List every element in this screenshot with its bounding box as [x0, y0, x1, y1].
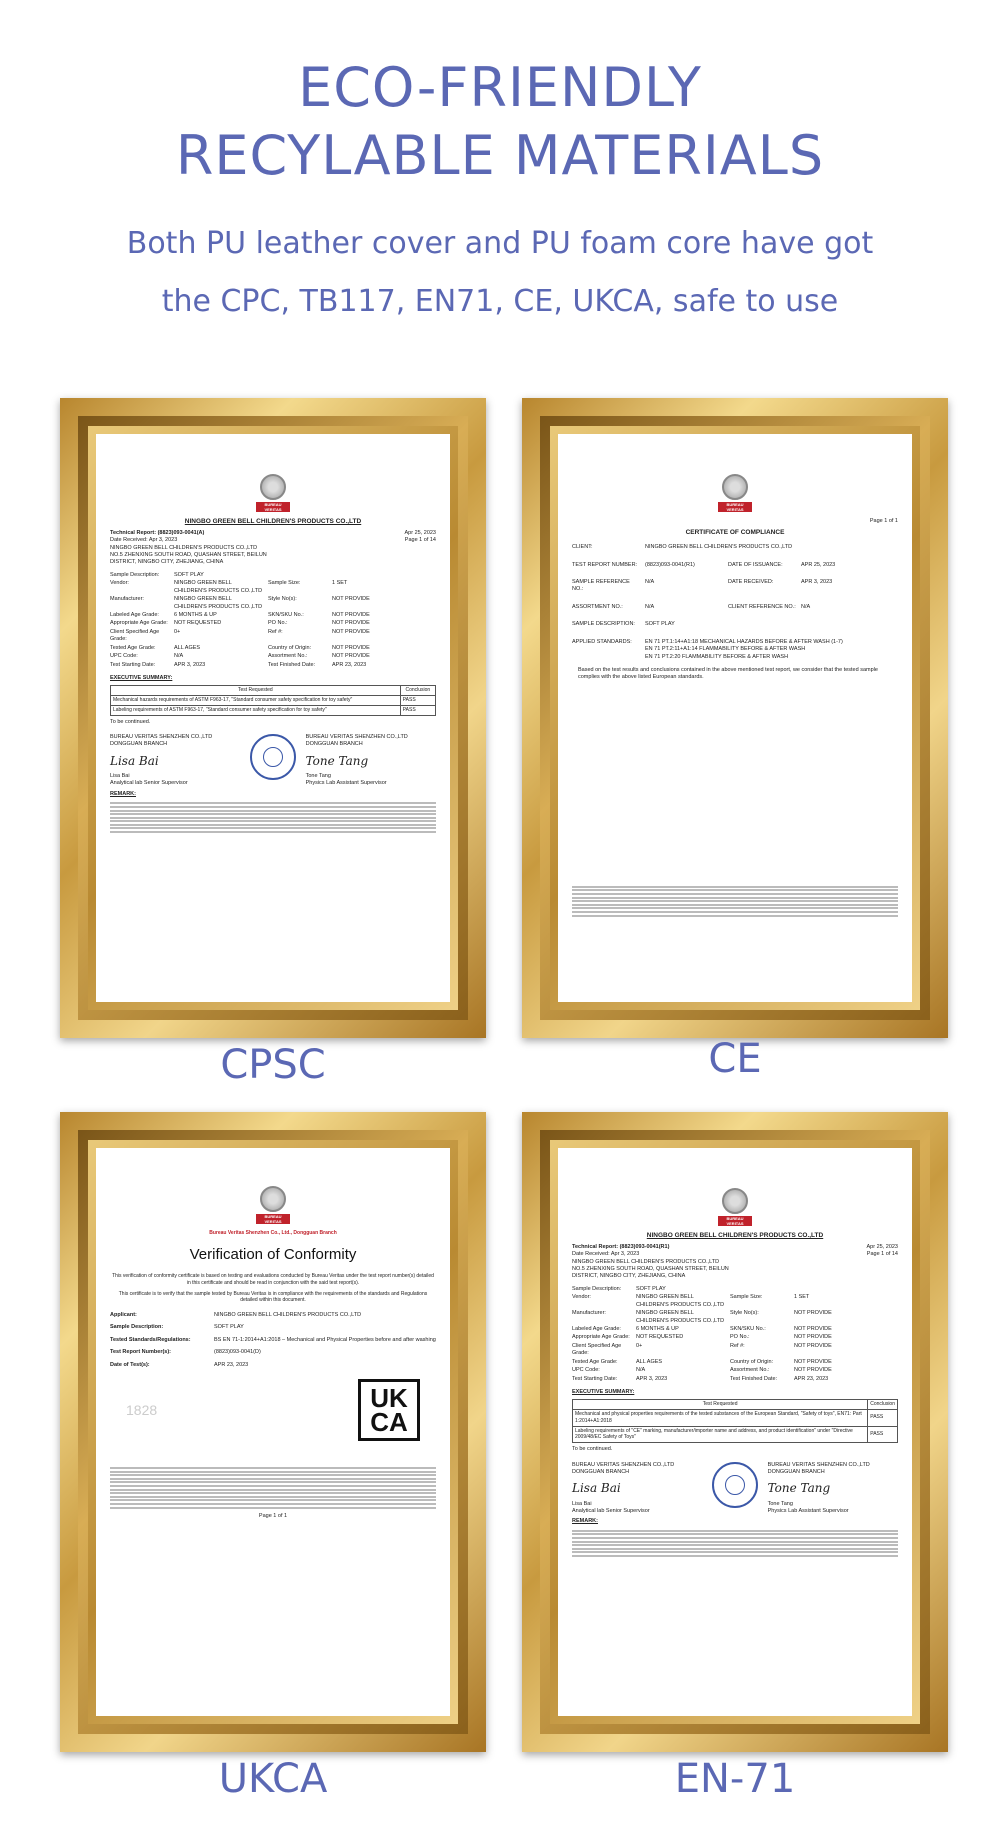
cpsc-certificate: BUREAU VERITAS NINGBO GREEN BELL CHILDREN'S PRODUCTS CO.,LTD Technical Report: (8823)093-0041(A) Apr 25, 2023 Date Received: Apr 3, 2023 Page 1 of 14 NINGBO GREEN BELL CHILDREN'S PRODUCTS CO.,LTD NO.5 ZHENXING SOUTH ROAD, QUASHAN STREET, BEILUN DISTRICT, NINGBO CITY, ZHEJIANG, CHINA Sample Description: SOFT PLAY Vendor: NINGBO GREEN BELL CHILDREN'S PRODUCTS CO.,LTD Sample Size: 1 SET Manufacturer: NINGBO GREEN BELL CHILDREN'S PRODUCTS CO.,LTD Style No(s): NOT PROVIDE Labeled Age Grade: 6 MONTHS & UP SKN/SKU No.: NOT PROVIDE Appropriate Age Grade: NOT REQUESTED PO No.: NOT PROVIDE Client Specified Age Grade: 0+ Ref #: NOT PROVIDE Tested Age Grade: ALL AGES Country of Origin: NOT PROVIDE UPC Code: N/A Assortment No.: NOT PROVIDE Test Starting Date: APR 3, 2023 Test Finished Date: APR 23, 2023 EXECUTIVE SUMMARY: Test Requested Conclusion Mechanical hazards requirements of ASTM F963-17, "Standard consumer safety specification for toy safety" PASS Labeling requirements of ASTM F963-17, "Standard consumer safety specification for toy safety" PASS To be continued. BUREAU VERITAS SHENZHEN CO.,LTD DONGGUAN BRANCH Lisa Bai Lisa Bai Analytical lab Senior Supervisor BUREAU VERITAS SHENZHEN CO.,LTD DONGGUAN BRANCH Tone Tang Tone Tang Physics Lab Assistant Supervisor REMARK:	[96, 434, 450, 1002]
ce-certificate: BUREAU VERITAS Page 1 of 1 CERTIFICATE OF COMPLIANCE CLIENT: NINGBO GREEN BELL CHILDREN'S PRODUCTS CO.,LTD TEST REPORT NUMBER: (8823)093-0041(R1) DATE OF ISSUANCE: APR 25, 2023 SAMPLE REFERENCE NO.: N/A DATE RECEIVED: APR 3, 2023 ASSORTMENT NO.: N/A CLIENT REFERENCE NO.: N/A SAMPLE DESCRIPTION: SOFT PLAY APPLIED STANDARDS: EN 71 PT.1:14+A1:18 MECHANICAL HAZARDS BEFORE & AFTER WASH (1-7) EN 71 PT.2:11+A1:14 FLAMMABILITY BEFORE & AFTER WASH EN 71 PT.2:20 FLAMMABILITY BEFORE & AFTER WASH Based on the test results and conclusions contained in the above mentioned test report, we consider that the tested sample complies with the above listed European standards.	[558, 434, 912, 1002]
coc-fields-grid: CLIENT: NINGBO GREEN BELL CHILDREN'S PRODUCTS CO.,LTD TEST REPORT NUMBER: (8823)093-0041(R1) DATE OF ISSUANCE: APR 25, 2023 SAMPLE REFERENCE NO.: N/A DATE RECEIVED: APR 3, 2023 ASSORTMENT NO.: N/A CLIENT REFERENCE NO.: N/A SAMPLE DESCRIPTION: SOFT PLAY	[572, 544, 836, 628]
title-line-2: RECYLABLE MATERIALS	[175, 124, 825, 187]
caption-cpsc: CPSC	[220, 1042, 326, 1088]
title-line-1: ECO-FRIENDLY	[298, 56, 702, 119]
signature-1: Lisa Bai	[110, 753, 159, 768]
voc-title: Verification of Conformity	[189, 1245, 357, 1263]
subtitle-line-1: Both PU leather cover and PU foam core have got	[126, 226, 874, 261]
fine-print	[110, 802, 436, 833]
fine-print	[572, 886, 898, 917]
test-summary-table: Test Requested Conclusion Mechanical hazards requirements of ASTM F963-17, "Standard consumer safety specification for toy safety" PASS Labeling requirements of ASTM F963-17, "Standard consumer safety specification for toy safety" PASS	[110, 685, 436, 715]
coc-title: CERTIFICATE OF COMPLIANCE	[685, 529, 785, 537]
caption-ce: CE	[708, 1036, 762, 1082]
en71-certificate-frame	[522, 1112, 948, 1752]
ukca-mark: UK CA	[358, 1379, 420, 1441]
ukca-certificate: BUREAU VERITAS Bureau Veritas Shenzhen Co., Ltd., Dongguan Branch Verification of Conformity This verification of conformity certificate is based on testing and evaluations conducted by Bureau Veritas under the test report number(s) detailed in this certificate and should be read in conjunction with the said test report(s). This certificate is to verify that the sample tested by Bureau Veritas is in compliance with the requirements of the standards and Regulations detailed within this document. Applicant: NINGBO GREEN BELL CHILDREN'S PRODUCTS CO.,LTD Sample Description: SOFT PLAY Tested Standards/Regulations: BS EN 71-1:2014+A1:2018 – Mechanical and Physical Properties before and after washing Test Report Number(s): (8823)093-0041(D) Date of Test(s): APR 23, 2023 1828 UK CA Page 1 of 1	[96, 1148, 450, 1716]
signatures: BUREAU VERITAS SHENZHEN CO.,LTD DONGGUAN BRANCH Lisa Bai Lisa Bai Analytical lab Senior Supervisor BUREAU VERITAS SHENZHEN CO.,LTD DONGGUAN BRANCH Tone Tang Tone Tang Physics Lab Assistant Supervisor	[110, 734, 436, 788]
fine-print	[572, 1530, 898, 1557]
signature-1: Lisa Bai	[572, 1481, 621, 1496]
fine-print	[110, 1467, 436, 1509]
bureau-veritas-logo: BUREAU VERITAS	[718, 1188, 752, 1226]
test-summary-table: Test Requested Conclusion Mechanical and physical properties requirements of the tested substances of the European Standard, "Safety of toys", EN71: Part 1:2014+A1:2018 PASS Labeling requirements of "CE" marking, manufacturer/importer name and address, and product identification" under "Directive 2009/48/EC Safety of Toys" PASS	[572, 1399, 898, 1443]
seal-watermark: 1828	[126, 1401, 158, 1418]
ukca-certificate-frame	[60, 1112, 486, 1752]
lab-stamp	[712, 1462, 758, 1508]
report-fields-grid: Sample Description: SOFT PLAY Vendor: NINGBO GREEN BELL CHILDREN'S PRODUCTS CO.,LTD Sample Size: 1 SET Manufacturer: NINGBO GREEN BELL CHILDREN'S PRODUCTS CO.,LTD Style No(s): NOT PROVIDE Labeled Age Grade: 6 MONTHS & UP SKN/SKU No.: NOT PROVIDE Appropriate Age Grade: NOT REQUESTED PO No.: NOT PROVIDE Client Specified Age Grade: 0+ Ref #: NOT PROVIDE Tested Age Grade: ALL AGES Country of Origin: NOT PROVIDE UPC Code: N/A Assortment No.: NOT PROVIDE Test Starting Date: APR 3, 2023 Test Finished Date: APR 23, 2023	[572, 1285, 832, 1382]
company-name: NINGBO GREEN BELL CHILDREN'S PRODUCTS CO.,LTD	[646, 1232, 824, 1239]
bureau-veritas-logo: BUREAU VERITAS	[718, 474, 752, 512]
caption-en71: EN-71	[674, 1756, 796, 1802]
company-name: NINGBO GREEN BELL CHILDREN'S PRODUCTS CO.,LTD	[184, 518, 362, 525]
signature-2: Tone Tang	[767, 1481, 831, 1496]
bureau-veritas-logo: BUREAU VERITAS	[256, 474, 290, 512]
en71-certificate: BUREAU VERITAS NINGBO GREEN BELL CHILDREN'S PRODUCTS CO.,LTD Technical Report: (8823)093-0041(R1) Apr 25, 2023 Date Received: Apr 3, 2023 Page 1 of 14 NINGBO GREEN BELL CHILDREN'S PRODUCTS CO.,LTD NO.5 ZHENXING SOUTH ROAD, QUASHAN STREET, BEILUN DISTRICT, NINGBO CITY, ZHEJIANG, CHINA Sample Description: SOFT PLAY Vendor: NINGBO GREEN BELL CHILDREN'S PRODUCTS CO.,LTD Sample Size: 1 SET Manufacturer: NINGBO GREEN BELL CHILDREN'S PRODUCTS CO.,LTD Style No(s): NOT PROVIDE Labeled Age Grade: 6 MONTHS & UP SKN/SKU No.: NOT PROVIDE Appropriate Age Grade: NOT REQUESTED PO No.: NOT PROVIDE Client Specified Age Grade: 0+ Ref #: NOT PROVIDE Tested Age Grade: ALL AGES Country of Origin: NOT PROVIDE UPC Code: N/A Assortment No.: NOT PROVIDE Test Starting Date: APR 3, 2023 Test Finished Date: APR 23, 2023 EXECUTIVE SUMMARY: Test Requested Conclusion Mechanical and physical properties requirements of the tested substances of the European Standard, "Safety of toys", EN71: Part 1:2014+A1:2018 PASS Labeling requirements of "CE" marking, manufacturer/importer name and address, and product identification" under "Directive 2009/48/EC Safety of Toys" PASS To be continued. BUREAU VERITAS SHENZHEN CO.,LTD DONGGUAN BRANCH Lisa Bai Lisa Bai Analytical lab Senior Supervisor BUREAU VERITAS SHENZHEN CO.,LTD DONGGUAN BRANCH Tone Tang Tone Tang Physics Lab Assistant Supervisor REMARK:	[558, 1148, 912, 1716]
subtitle-line-2: the CPC, TB117, EN71, CE, UKCA, safe to use	[161, 284, 839, 319]
ce-certificate-frame	[522, 398, 948, 1038]
signature-2: Tone Tang	[305, 753, 369, 768]
signatures: BUREAU VERITAS SHENZHEN CO.,LTD DONGGUAN BRANCH Lisa Bai Lisa Bai Analytical lab Senior Supervisor BUREAU VERITAS SHENZHEN CO.,LTD DONGGUAN BRANCH Tone Tang Tone Tang Physics Lab Assistant Supervisor	[572, 1462, 898, 1516]
report-fields-grid: Sample Description: SOFT PLAY Vendor: NINGBO GREEN BELL CHILDREN'S PRODUCTS CO.,LTD Sample Size: 1 SET Manufacturer: NINGBO GREEN BELL CHILDREN'S PRODUCTS CO.,LTD Style No(s): NOT PROVIDE Labeled Age Grade: 6 MONTHS & UP SKN/SKU No.: NOT PROVIDE Appropriate Age Grade: NOT REQUESTED PO No.: NOT PROVIDE Client Specified Age Grade: 0+ Ref #: NOT PROVIDE Tested Age Grade: ALL AGES Country of Origin: NOT PROVIDE UPC Code: N/A Assortment No.: NOT PROVIDE Test Starting Date: APR 3, 2023 Test Finished Date: APR 23, 2023	[110, 571, 370, 668]
bureau-veritas-logo: BUREAU VERITAS	[256, 1186, 290, 1224]
cpsc-certificate-frame	[60, 398, 486, 1038]
lab-stamp	[250, 734, 296, 780]
caption-ukca: UKCA	[218, 1756, 328, 1802]
